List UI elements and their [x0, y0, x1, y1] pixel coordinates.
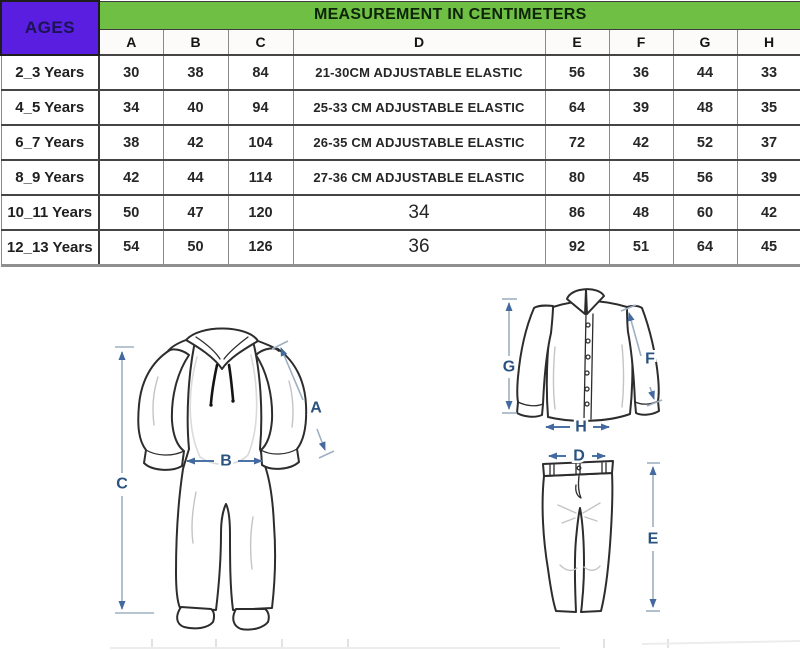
measure-cell: 56 — [673, 160, 737, 195]
onesie-left-foot — [177, 607, 214, 628]
garment-measurement-diagram — [0, 277, 800, 650]
measure-cell: 50 — [163, 230, 228, 265]
measure-cell: 40 — [163, 90, 228, 125]
dim-label-d: D — [573, 447, 585, 465]
dim-label-a: A — [310, 399, 322, 417]
measure-cell: 38 — [99, 125, 163, 160]
measure-cell: 44 — [673, 55, 737, 90]
measure-cell: 38 — [163, 55, 228, 90]
waist-elastic-cell: 27-36 CM ADJUSTABLE ELASTIC — [293, 160, 545, 195]
measure-cell: 47 — [163, 195, 228, 230]
size-table-wrapper — [0, 0, 800, 277]
measure-cell: 64 — [673, 230, 737, 265]
measure-cell: 42 — [163, 125, 228, 160]
dim-label-g: G — [502, 358, 516, 376]
col-header-h: H — [737, 29, 800, 55]
table-row — [1, 160, 800, 195]
table-row — [1, 195, 800, 230]
pants-drawing — [543, 448, 660, 613]
measurement-title-cell: MEASUREMENT IN CENTIMETERS — [99, 1, 800, 29]
col-header-d: D — [293, 29, 545, 55]
col-header-a: A — [99, 29, 163, 55]
waist-size-cell: 34 — [293, 195, 545, 230]
onesie-drawing — [115, 328, 334, 629]
measure-cell: 34 — [99, 90, 163, 125]
measure-cell: 39 — [737, 160, 800, 195]
measure-cell: 120 — [228, 195, 293, 230]
col-header-b: B — [163, 29, 228, 55]
table-row — [1, 55, 800, 90]
table-row — [1, 90, 800, 125]
faint-scan-marks — [110, 639, 800, 648]
age-cell: 8_9 Years — [1, 160, 99, 195]
measure-cell: 51 — [609, 230, 673, 265]
measure-cell: 35 — [737, 90, 800, 125]
measure-cell: 94 — [228, 90, 293, 125]
dimension-g — [502, 299, 517, 413]
dim-label-h: H — [575, 418, 587, 436]
measure-cell: 84 — [228, 55, 293, 90]
table-row — [1, 125, 800, 160]
age-cell: 6_7 Years — [1, 125, 99, 160]
dim-label-f: F — [645, 350, 655, 368]
measure-cell: 60 — [673, 195, 737, 230]
measure-cell: 44 — [163, 160, 228, 195]
measure-cell: 37 — [737, 125, 800, 160]
measure-cell: 72 — [545, 125, 609, 160]
col-header-c: C — [228, 29, 293, 55]
onesie-body — [176, 330, 275, 611]
measure-cell: 33 — [737, 55, 800, 90]
table-row — [1, 230, 800, 265]
measure-cell: 52 — [673, 125, 737, 160]
shirt-drawing — [502, 289, 662, 435]
measure-cell: 42 — [609, 125, 673, 160]
dim-label-e: E — [647, 530, 659, 548]
waist-elastic-cell: 21-30CM ADJUSTABLE ELASTIC — [293, 55, 545, 90]
shirt-body — [547, 301, 633, 421]
col-header-g: G — [673, 29, 737, 55]
measure-cell: 104 — [228, 125, 293, 160]
size-table — [0, 0, 800, 267]
measure-cell: 45 — [737, 230, 800, 265]
waist-elastic-cell: 25-33 CM ADJUSTABLE ELASTIC — [293, 90, 545, 125]
measure-cell: 48 — [673, 90, 737, 125]
age-cell: 12_13 Years — [1, 230, 99, 265]
measure-cell: 50 — [99, 195, 163, 230]
age-cell: 2_3 Years — [1, 55, 99, 90]
measure-cell: 86 — [545, 195, 609, 230]
measure-cell: 126 — [228, 230, 293, 265]
measure-cell: 64 — [545, 90, 609, 125]
col-header-e: E — [545, 29, 609, 55]
dim-label-c: C — [116, 475, 128, 493]
age-cell: 4_5 Years — [1, 90, 99, 125]
col-header-f: F — [609, 29, 673, 55]
measure-cell: 54 — [99, 230, 163, 265]
measure-cell: 39 — [609, 90, 673, 125]
dimension-e — [646, 463, 660, 611]
ages-header-cell: AGES — [1, 1, 99, 55]
waist-size-cell: 36 — [293, 230, 545, 265]
dim-label-b: B — [220, 452, 232, 470]
measure-cell: 45 — [609, 160, 673, 195]
measure-cell: 30 — [99, 55, 163, 90]
onesie-right-foot — [233, 609, 269, 630]
age-cell: 10_11 Years — [1, 195, 99, 230]
measure-cell: 48 — [609, 195, 673, 230]
measure-cell: 114 — [228, 160, 293, 195]
measure-cell: 92 — [545, 230, 609, 265]
waist-elastic-cell: 26-35 CM ADJUSTABLE ELASTIC — [293, 125, 545, 160]
measure-cell: 56 — [545, 55, 609, 90]
measure-cell: 42 — [737, 195, 800, 230]
measure-cell: 36 — [609, 55, 673, 90]
measure-cell: 80 — [545, 160, 609, 195]
measure-cell: 42 — [99, 160, 163, 195]
